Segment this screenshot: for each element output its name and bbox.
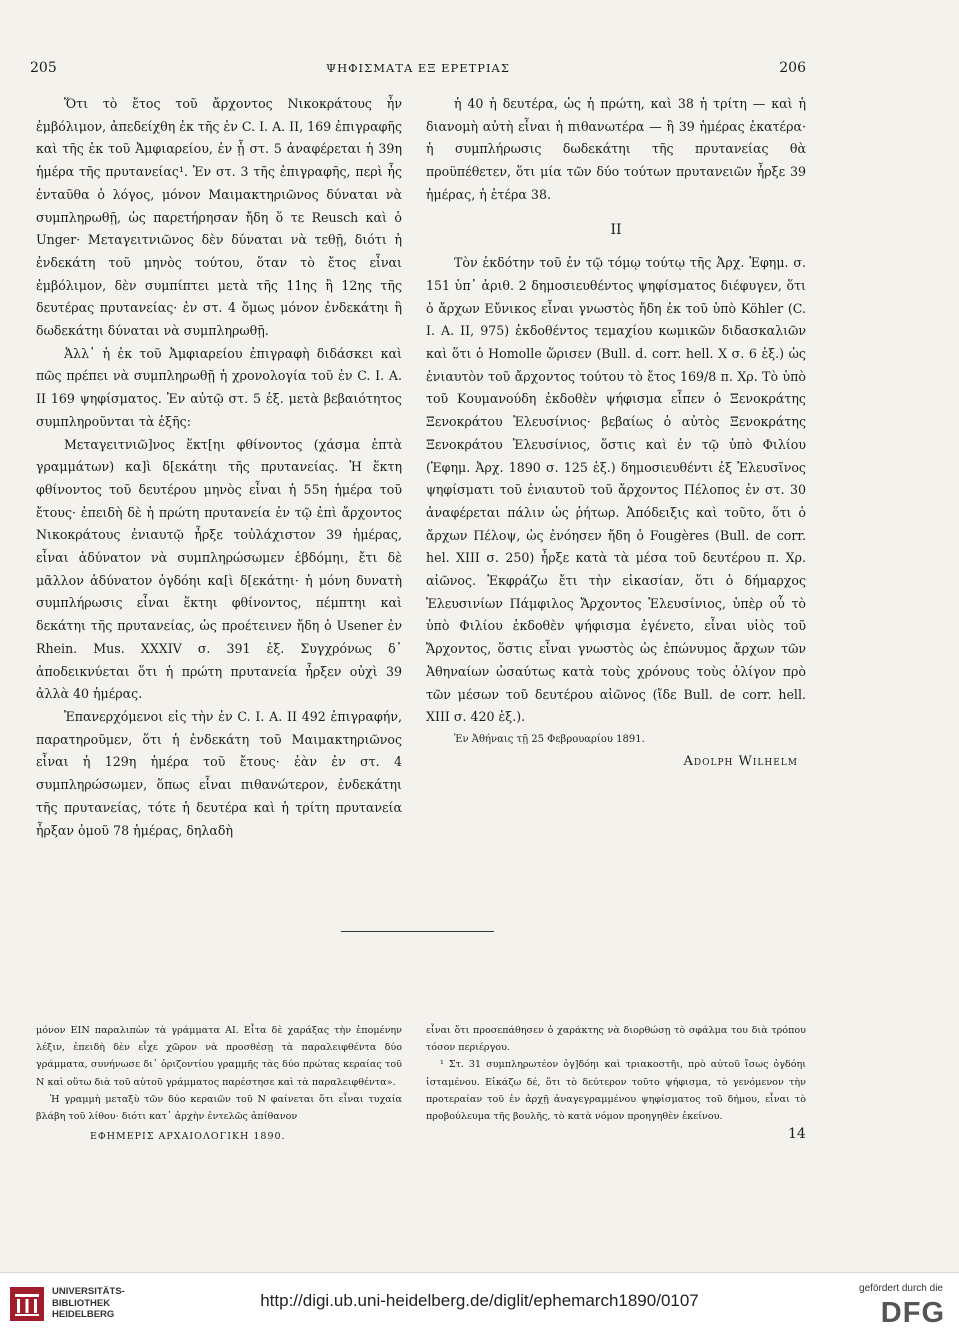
footnote-text: Ἡ γραμμὴ μεταξὺ τῶν δύο κεραιῶν τοῦ Ν φαίνεται ὅτι εἶναι τυχαία βλάβη τοῦ λίθου· διότι κατ᾽ ἀρχὴν ἐντελῶς ἀπίθανον xyxy=(36,1093,402,1123)
body-paragraph: ἡ 40 ἡ δευτέρα, ὡς ἡ πρώτη, καὶ 38 ἡ τρίτη — καὶ ἡ διανομὴ αὐτὴ εἶναι ἡ πιθανωτέρα — ἢ 39 ἡμέρας ἑκατέρα· ἡ συμπλήρωσις δωδεκάτηι τῆς πρυτανείας θὰ προϋπέθετεν, ὅτι μία τῶν δύο τούτων πρυτανειῶν ἦρξε 39 ἡμέρας, ἡ ἑτέρα 38. xyxy=(426,96,806,202)
body-paragraph: Τὸν ἐκδότην τοῦ ἐν τῷ τόμῳ τούτῳ τῆς Ἀρχ. Ἐφημ. σ. 151 ὑπ᾽ ἀριθ. 2 δημοσιευθέντος ψηφίσματος διέφυγεν, ὅτι ὁ ἄρχων Εὔνικος εἶναι γνωστὸς ἤδη ἐκ τοῦ ὑπὸ Köhler (C. I. A. II, 975) ἐκδοθέντος τεμαχίου κωμικῶν διδασκαλιῶν καὶ ὅτι ὁ Homolle ὥρισεν (Bull. d. corr. hell. X σ. 6 ἑξ.) ὡς ἐνιαυτὸν τοῦ ἄρχοντος τούτου τὸ ἔτος 169/8 π. Χρ. Τὸ ὑπὸ τοῦ Κουμανούδη ἐκδοθὲν ψήφισμα εἶπεν ὁ Ξενοκράτης Ξενοκράτου Ἐλευσίνιος· βεβαίως ὁ αὐτὸς Ξενοκράτης Ξενοκράτου Ἐλευσίνιος, ὅστις καὶ ἐν τῷ ὑπὸ Φιλίου (Ἐφημ. Ἀρχ. 1890 σ. 125 ἑξ.) δημοσιευθέντι ἐξ Ἐλευσῖνος ψηφίσματι τοῦ ἐνιαυτοῦ τοῦ ἄρχοντος Πέλοπος ἐν στ. 30 ἀναφέρεται πάλιν ὡς ῥήτωρ. Ἀπόδειξις καὶ τοῦτο, ὅτι ὁ ἄρχων Πέλοψ, ὡς ἐνόησεν ἤδη ὁ Fougères (Bull. de corr. hel. XIII σ. 250) ἦρξε κατὰ τὰ μέσα τοῦ δευτέρου π. Χρ. αἰῶνος. Ἐκφράζω ἔτι τὴν εἰκασίαν, ὅτι ὁ δήμαρχος Ἐλευσινίων Πάμφιλος Ἄρχοντος Ἐλευσίνιος, ὑπὲρ οὗ τὸ ὑπὸ Φιλίου ἐκδοθὲν ψήφισμα ἐγένετο, εἶναι υἱὸς τοῦ Ἄρχοντος, ὅστις εἶναι γνωστὸς ὡς ἐπώνυμος ἄρχων τῶν Ἀθηναίων ὡσαύτως κατὰ τοὺς χρόνους τοὺς ὀλίγον πρὸ τῶν μέσων τοῦ δευτέρου αἰῶνος (ἴδε Bull. de corr. hell. XIII σ. 420 ἑξ.). xyxy=(426,255,806,725)
footnote-text: ¹ Στ. 31 συμπληρωτέον ὀγ]δόηι καὶ τριακοστῆι, πρὸ αὐτοῦ ἴσως ὀγδόηι ἱσταμένου. Εἰκάζω δέ, ὅτι τὸ δεύτερον τοῦτο ψήφισμα, τὸ γενόμενον τὴν προτεραίαν τοῦ ἐν ἀρχῇ ἀναγεγραμμένου ψηφίσματος τοῦ δήμου, εἶναι τὸ προβούλευμα τῆς βουλῆς, τὸ κατὰ νόμον προηγηθὲν ἐκείνου. xyxy=(426,1059,806,1123)
page-title: ΨΗΦΙΣΜΑΤΑ ΕΞ ΕΡΕΤΡΙΑΣ xyxy=(326,61,510,75)
right-column xyxy=(426,93,806,774)
footnotes-right xyxy=(426,1022,806,1125)
page-number-right: 206 xyxy=(779,60,806,76)
dfg-logo: DFG xyxy=(880,1297,945,1329)
funding-label: gefördert durch die xyxy=(859,1283,943,1294)
footnote-text: μόνον ΕΙΝ παραλιπὼν τὰ γράμματα ΑΙ. Εἶτα δὲ χαράξας τὴν ἑπομένην λέξιν, ἐπειδὴ δὲν εἶχε χῶρον νὰ προσθέσῃ τὰ παραλειφθέντα δύο γράμματα, συνήνωσε δι᾽ ὁριζοντίου γραμμῆς τὰς δύο πρώτας κεραίας τοῦ Ν καὶ οὕτω διὰ τοῦ αὐτοῦ γράμματος παρέστησε καὶ τὰ παραλειφθέντα». xyxy=(36,1025,402,1088)
body-paragraph: Ἐπανερχόμενοι εἰς τὴν ἐν C. I. A. II 492 ἐπιγραφήν, παρατηροῦμεν, ὅτι ἡ ἐνδεκάτη τοῦ Μαιμακτηριῶνος εἶναι ἡ 129η ἡμέρα τοῦ ἔτους· ἐὰν ἐν στ. 4 συμπληρώσωμεν, ὅπως εἶναι πιθανώτερον, ἐνδεκάτηι τῆς πρυτανείας, τότε ἡ δευτέρα καὶ ἡ τρίτη πρυτανεία ἦρξαν ὁμοῦ 78 ἡμέρας, δηλαδὴ xyxy=(36,708,402,838)
running-head xyxy=(30,60,806,80)
printer-signature-line: ΕΦΗΜΕΡΙΣ ΑΡΧΑΙΟΛΟΓΙΚΗ 1890. xyxy=(90,1131,286,1142)
sheet-number: 14 xyxy=(788,1126,806,1142)
body-paragraph: Μεταγειτνιῶ]νος ἕκτ[ηι φθίνοντος (χάσμα ἑπτὰ γραμμάτων) κα]ὶ δ[εκάτηι τῆς πρυτανείας. Ἡ ἕκτη φθίνοντος τοῦ δευτέρου μηνὸς εἶναι ἡ 55η ἡμέρα τοῦ ἔτους· ἐπειδὴ δὲ ἡ πρώτη πρυτανεία ἐν τῷ ἐπὶ ἄρχοντος Νικοκράτους ἐνιαυτῷ ἦρξε τοὐλάχιστον 39 ἡμέρας, εἶναι ἀδύνατον νὰ συμπληρώσωμεν ἑβδόμηι, ἔτι δὲ μᾶλλον ἀδύνατον ὀγδόηι κα[ὶ δ[εκάτηι· ἡ μόνη δυνατὴ συμπλήρωσις εἶναι ἕκτηι φθίνοντος, πέμπτηι καὶ δεκάτηι τῆς πρυτανείας, ὡς προέτεινεν ἤδη ὁ Usener ἐν Rhein. Mus. XXXIV σ. 391 ἑξ. Συγχρόνως δ᾽ ἀποδεικνύεται ὅτι ἡ πρώτη πρυτανεία ἦρξεν οὐχὶ 39 ἀλλὰ 40 ἡμέρας. xyxy=(36,436,402,702)
left-column xyxy=(36,93,402,842)
footnote-text: εἶναι ὅτι προσεπάθησεν ὁ χαράκτης νὰ διορθώσῃ τὸ σφάλμα του διὰ τρόπου τόσον περιέργου. xyxy=(426,1025,806,1054)
body-paragraph: Ὅτι τὸ ἔτος τοῦ ἄρχοντος Νικοκράτους ἦν ἐμβόλιμον, ἀπεδείχθη ἐκ τῆς ἐν C. I. A. II, 169 ἐπιγραφῆς καὶ τῆς ἐκ τοῦ Ἀμφιαρείου, ἐν ᾗ στ. 5 ἀναφέρεται ἡ 39η ἡμέρα τῆς πρυτανείας¹. Ἐν στ. 3 τῆς ἐπιγραφῆς, περὶ ἧς ἐνταῦθα ὁ λόγος, μόνον Μαιμακτηριῶνος δύναται νὰ συμπληρωθῇ, ὡς παρετήρησαν ἤδη ὅ τε Reusch καὶ ὁ Unger· Μεταγειτνιῶνος δὲν δύναται νὰ τεθῇ, διότι ἡ ἐνδεκάτη τοῦ μηνὸς τούτου, ὅταν τὸ ἔτος εἶναι ἐμβόλιμον, δὲν συμπίπτει μετὰ τῆς 11ης ἢ 12ης τῆς δευτέρας πρυτανείας· ἐν στ. 4 ὅμως μόνον ἐνδεκάτηι ἢ δωδεκάτηι δύναται νὰ συμπληρωθῇ. xyxy=(36,96,402,339)
section-heading: II xyxy=(610,221,622,238)
document-url[interactable]: http://digi.ub.uni-heidelberg.de/diglit/ephemarch1890/0107 xyxy=(260,1291,699,1310)
footnote-divider xyxy=(341,931,494,932)
footnotes-left xyxy=(36,1022,402,1125)
library-name: UNIVERSITÄTS- BIBLIOTHEK HEIDELBERG xyxy=(52,1286,125,1320)
page-number-left: 205 xyxy=(30,60,57,76)
viewer-footer xyxy=(0,1272,959,1339)
dateline: Ἐν Ἀθήναις τῇ 25 Φεβρουαρίου 1891. xyxy=(454,733,645,745)
body-paragraph: Ἀλλ᾽ ἡ ἐκ τοῦ Ἀμφιαρείου ἐπιγραφὴ διδάσκει καὶ πῶς πρέπει νὰ συμπληρωθῇ ἡ χρονολογία τοῦ ἐν C. I. A. II 169 ψηφίσματος. Ἐν αὐτῷ στ. 5 ἑξ. μετὰ βεβαιότητος συμπληροῦνται τὰ ἑξῆς: xyxy=(36,345,402,429)
author-signature: Adolph Wilhelm xyxy=(683,753,798,769)
